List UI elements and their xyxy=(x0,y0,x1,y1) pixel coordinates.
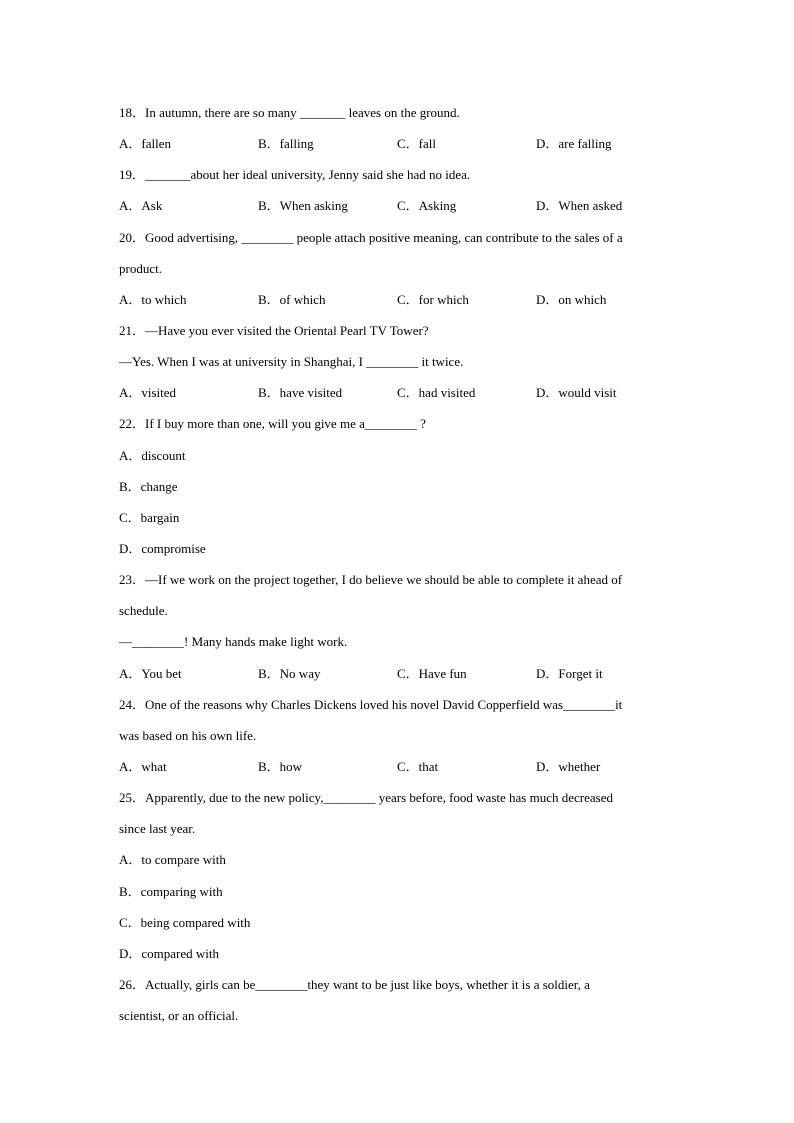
option-b: B．have visited xyxy=(258,385,343,401)
question-24 xyxy=(119,694,679,787)
option-b: B．When asking xyxy=(258,198,348,214)
option-b: B．falling xyxy=(258,136,314,152)
option-c: C．being compared with xyxy=(119,914,251,930)
options-row xyxy=(119,756,679,787)
question-stem-reply: —Yes. When I was at university in Shanghai, I ________ it twice. xyxy=(119,354,464,370)
question-stem-continued: scientist, or an official. xyxy=(119,1008,239,1024)
question-stem-continued: schedule. xyxy=(119,603,168,619)
question-stem: 21．—Have you ever visited the Oriental Pearl TV Tower? xyxy=(119,322,429,338)
question-stem: 22．If I buy more than one, will you give me a________ ? xyxy=(119,416,426,432)
question-23 xyxy=(119,569,679,694)
question-stem-continued: product. xyxy=(119,260,162,276)
question-stem-reply: —________! Many hands make light work. xyxy=(119,634,348,650)
options-row xyxy=(119,133,679,164)
option-b: B．change xyxy=(119,478,178,494)
option-d: D．on which xyxy=(536,291,607,307)
question-18 xyxy=(119,102,679,164)
options-row xyxy=(119,382,679,413)
option-b: B．of which xyxy=(258,291,326,307)
option-a: A．to compare with xyxy=(119,852,226,868)
question-26 xyxy=(119,974,679,1036)
options-row xyxy=(119,663,679,694)
option-d: D．would visit xyxy=(536,385,617,401)
option-b: B．No way xyxy=(258,665,321,681)
question-stem: 18．In autumn, there are so many _______ leaves on the ground. xyxy=(119,105,460,120)
option-d: D．compared with xyxy=(119,945,220,961)
question-stem-continued: since last year. xyxy=(119,821,196,837)
option-a: A．Ask xyxy=(119,198,163,214)
option-b: B．comparing with xyxy=(119,883,223,899)
question-19 xyxy=(119,164,679,226)
option-d: D．Forget it xyxy=(536,665,603,681)
option-c: C．had visited xyxy=(397,385,476,401)
question-20 xyxy=(119,227,679,320)
option-c: C．fall xyxy=(397,136,436,152)
option-a: A．visited xyxy=(119,385,177,401)
option-a: A．to which xyxy=(119,291,187,307)
question-stem: 20．Good advertising, ________ people attach positive meaning, can contribute to the sales of a xyxy=(119,229,623,245)
question-22 xyxy=(119,413,679,569)
option-d: D．are falling xyxy=(536,136,612,152)
question-stem-continued: was based on his own life. xyxy=(119,727,257,743)
option-c: C．bargain xyxy=(119,509,180,525)
option-d: D．When asked xyxy=(536,198,623,214)
question-stem: 24．One of the reasons why Charles Dickens loved his novel David Copperfield was________it xyxy=(119,696,623,712)
option-c: C．Asking xyxy=(397,198,457,214)
option-c: C．that xyxy=(397,758,439,774)
question-stem: 19．_______about her ideal university, Jenny said she had no idea. xyxy=(119,167,471,183)
worksheet-page xyxy=(119,102,679,1036)
option-c: C．for which xyxy=(397,291,469,307)
question-21 xyxy=(119,320,679,413)
question-25 xyxy=(119,787,679,974)
option-a: A．discount xyxy=(119,447,186,463)
question-stem: 25．Apparently, due to the new policy,________ years before, food waste has much decreased xyxy=(119,790,613,806)
option-d: D．compromise xyxy=(119,540,206,556)
option-d: D．whether xyxy=(536,758,601,774)
question-stem: 23．—If we work on the project together, I do believe we should be able to complete it ahead of xyxy=(119,572,623,588)
option-a: A．what xyxy=(119,758,167,774)
question-stem: 26．Actually, girls can be________they want to be just like boys, whether it is a soldier, a xyxy=(119,976,590,992)
option-a: A．fallen xyxy=(119,136,171,152)
option-b: B．how xyxy=(258,758,303,774)
options-row xyxy=(119,195,679,226)
option-a: A．You bet xyxy=(119,665,182,681)
options-row xyxy=(119,289,679,320)
option-c: C．Have fun xyxy=(397,665,467,681)
